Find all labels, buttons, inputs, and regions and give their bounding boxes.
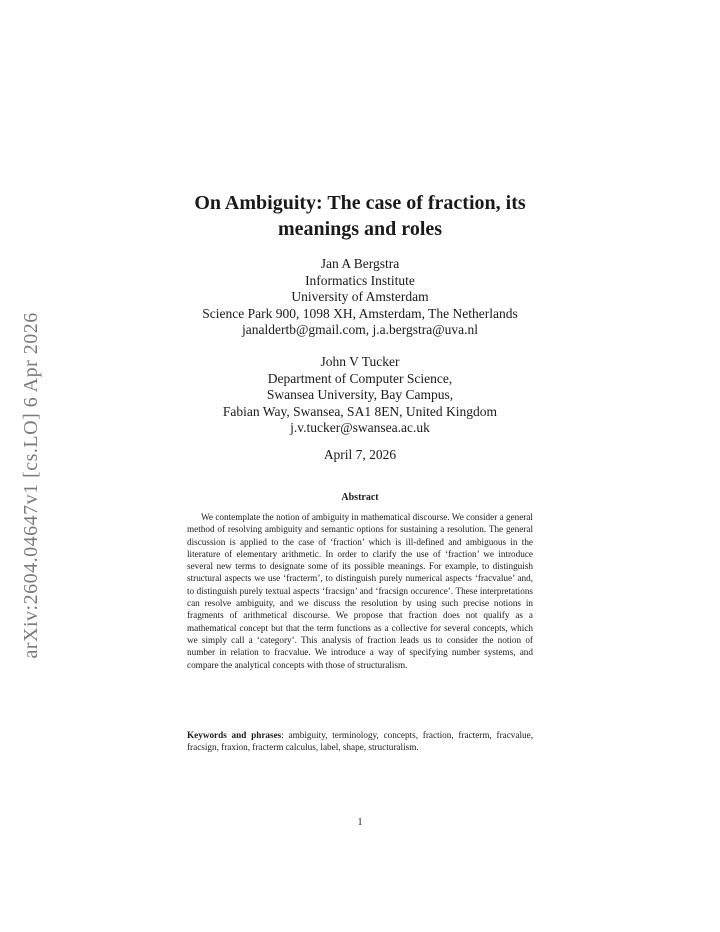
- author-affiliation: Department of Computer Science,: [267, 370, 453, 386]
- author-email: janaldertb@gmail.com, j.a.bergstra@uva.nl: [241, 322, 479, 337]
- abstract-heading: Abstract: [341, 492, 379, 503]
- page-number: 1: [357, 817, 363, 828]
- keywords-label: Keywords and phrases: [187, 730, 282, 740]
- abstract-text: We contemplate the notion of ambiguity in mathematical discourse. We consider a general method of resolving ambiguity and semantic options for sustaining a resolution. The general discussion is applied to the case of ‘fraction’ which is ill-defined and ambiguous in the literature of elementary arithmetic. In order to clarify the use of ‘fraction’ we introduce several new terms to designate some of its possible meanings. For example, to distinguish structural aspects we use ‘fracterm’, to distinguish purely numerical aspects ‘fracvalue’ and, to distinguish purely textual aspects ‘fracsign’ and ‘fracsign occurence’. These interpretations can resolve ambiguity, and we discuss the resolution by using such precise notions in fragments of arithmetical discourse. We propose that fraction does not qualify as a mathematical concept but that the term functions as a collective for several concepts, which we simply call a ‘category’. This analysis of fraction leads us to consider the notion of number in relation to fracvalue. We introduce a way of specifying number systems, and compare the analytical concepts with those of structuralism.: [187, 512, 533, 670]
- author-affiliation: Swansea University, Bay Campus,: [266, 387, 454, 402]
- paper-title: [150, 190, 570, 242]
- author-address: Fabian Way, Swansea, SA1 8EN, United Kingdom: [222, 403, 498, 419]
- paper-date: April 7, 2026: [323, 447, 397, 462]
- title-line-2: meanings and roles: [277, 218, 443, 240]
- author-email: j.v.tucker@swansea.ac.uk: [290, 420, 430, 435]
- author-name: John V Tucker: [320, 354, 400, 369]
- arxiv-stamp: arXiv:2604.04647v1 [cs.LO] 6 Apr 2026: [20, 312, 42, 659]
- author-address: Science Park 900, 1098 XH, Amsterdam, The Netherlands: [202, 305, 518, 321]
- author-block-2: [150, 354, 570, 437]
- author-name: Jan A Bergstra: [320, 256, 400, 271]
- title-line-1: On Ambiguity: The case of fraction, its: [194, 192, 526, 214]
- author-affiliation: University of Amsterdam: [291, 289, 429, 304]
- author-affiliation: Informatics Institute: [305, 272, 415, 288]
- keywords-paragraph: [187, 729, 533, 754]
- author-block-1: [150, 256, 570, 339]
- keywords-text: : ambiguity, terminology, concepts, fraction, fracterm, fracvalue, fracsign, fraxion, fracterm calculus, label, shape, structuralism.: [187, 730, 533, 753]
